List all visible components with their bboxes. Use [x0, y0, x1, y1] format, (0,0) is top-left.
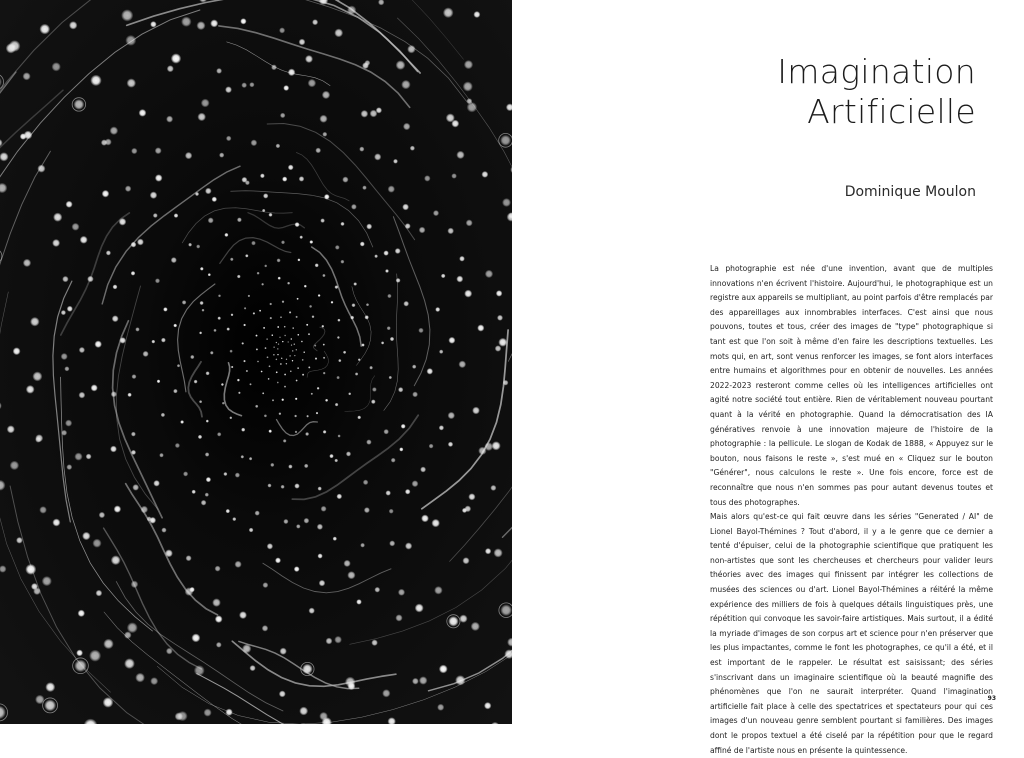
title-line-2: Artificielle — [777, 92, 976, 132]
article-body — [710, 262, 993, 758]
paragraph-2: Mais alors qu'est-ce qui fait œuvre dans les séries "Generated / AI" de Lionel Bayol-Thémines ? Tout d'abord, il y a le genre que ce dernier a tenté d'épuiser, celui de la photographie scientifique que pratiquent les non-artistes que sont les chercheuses et chercheurs pour valider leurs théories avec des images qui finissent par intégrer les collections de musées des sciences ou d'art. Lionel Bayol-Thémines a réitéré la même expérience des milliers de fois à quelques détails linguistiques près, une répétition qui convoque les savoir-faire artistiques. Mais surtout, il a édité la myriade d'images de son corpus art et science pour n'en préserver que les plus impactantes, comme le font les photographes, ce qu'il a été, et il est important de le rappeler. Le résultat est saisissant; des séries s'inscrivant dans un imaginaire scientifique où la beauté magnifie des phénomènes que l'on ne saurait interpréter. Quand l'imagination artificielle fait place à celle des spectatrices et spectateurs pour qui ces images d'un nouveau genre semblent pourtant si familières. Des images dont le propos textuel a été ciselé par la répétition pour que le regard affiné de l'artiste nous en présente la quintessence. — [710, 510, 993, 758]
page-number: 93 — [988, 695, 996, 702]
article-page — [512, 0, 1024, 724]
author-name: Dominique Moulon — [845, 184, 976, 200]
artwork-photograph — [0, 0, 512, 724]
title-line-1: Imagination — [777, 52, 976, 92]
paragraph-1: La photographie est née d'une invention, avant que de multiples innovations n'en écrivent l'histoire. Aujourd'hui, le photographique est un registre aux appareils se multipliant, au point parfois d'être remplacés par des appareillages aux innombrables interfaces. C'est ainsi que nous pouvons, toutes et tous, créer des images de "type" photographique si tant est que l'on soit à même d'en faire les descriptions textuelles. Les mots qui, en art, sont venus renforcer les images, se font alors interfaces entre humains et algorithmes pour en obtenir de nouvelles. Les années 2022-2023 resteront comme celles où les intelligences artificielles ont agité notre société tout entière. Rien de véritablement nouveau pourtant quant à la vérité en photographie. Quand la démocratisation des IA génératives renvoie à une innovation majeure de l'histoire de la photographie : la pellicule. Le slogan de Kodak de 1888, « Appuyez sur le bouton, nous faisons le reste », s'est mué en « Cliquez sur le bouton "Générer", nous calculons le reste ». Une fois encore, force est de reconnaître que nous n'en sommes pas pour autant devenus toutes et tous des photographes. — [710, 262, 993, 510]
article-title — [777, 52, 976, 132]
photograph-icon — [0, 0, 512, 724]
